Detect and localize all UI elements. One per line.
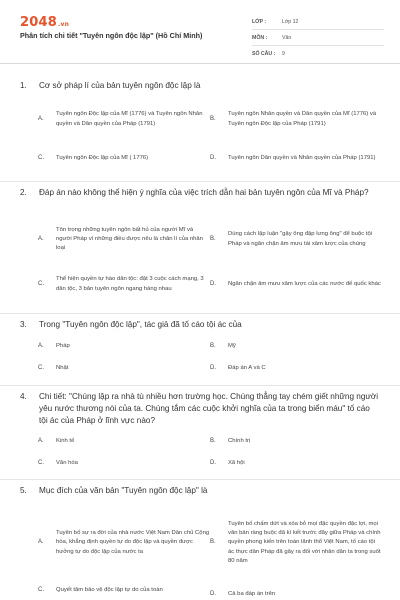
option-letter: C. xyxy=(38,587,44,593)
option-letter: B. xyxy=(210,235,216,242)
option-text: Quyết tâm bảo vệ độc lập tự do của toàn xyxy=(56,587,163,593)
question-2-title xyxy=(20,187,380,199)
option-text: Tuyên ngôn Nhân quyền và Dân quyền của Mĩ (1776) và Tuyên ngôn Độc lập của Pháp (1791) xyxy=(228,111,377,127)
option-letter: D. xyxy=(210,460,216,467)
option-letter: B. xyxy=(210,438,216,445)
question-5-option-d[interactable] xyxy=(210,590,382,600)
question-5-option-b[interactable] xyxy=(210,507,382,579)
question-3-title xyxy=(20,319,380,331)
question-1-option-c[interactable] xyxy=(38,148,210,170)
question-4-option-d[interactable] xyxy=(210,458,382,470)
option-text: Cả ba đáp án trên xyxy=(228,591,276,597)
question-4-option-a[interactable] xyxy=(38,436,210,448)
question-5-option-a[interactable] xyxy=(38,507,210,579)
question-1-option-d[interactable] xyxy=(210,148,382,170)
divider xyxy=(0,313,400,314)
option-letter: C. xyxy=(38,155,44,162)
option-letter: D. xyxy=(210,155,216,162)
meta-value: 9 xyxy=(282,51,285,57)
meta-label: LỚP : xyxy=(252,18,267,25)
option-letter: D. xyxy=(210,591,216,597)
question-5-option-c[interactable] xyxy=(38,586,210,600)
option-letter: A. xyxy=(38,438,44,445)
option-text: Tuyên ngôn Độc lập của Mĩ ( 1776) xyxy=(56,155,149,162)
question-text: Chi tiết: "Chúng lập ra nhà tù nhiều hơn trường học. Chúng thẳng tay chém giết những người yêu nước thương nòi của ta. Chúng tắm các cuộc khởi nghĩa của ta trong biển máu" tố cáo tội ác của Pháp ở lĩnh vực nào? xyxy=(39,392,379,425)
option-letter: C. xyxy=(38,280,44,287)
question-2-option-a[interactable] xyxy=(38,221,210,258)
option-text: Thể hiện quyền tự hào dân tộc: đặt 3 cuộc cách mạng, 3 dân tộc, 3 bản tuyên ngôn ngang hàng nhau xyxy=(56,276,204,292)
option-letter: A. xyxy=(38,115,44,122)
question-3-option-c[interactable] xyxy=(38,363,210,375)
option-letter: C. xyxy=(38,365,44,372)
question-text: Đáp án nào không thể hiện ý nghĩa của việc trích dẫn hai bản tuyên ngôn của Mĩ và Pháp? xyxy=(39,188,369,197)
question-5-title xyxy=(20,485,380,497)
question-2-option-b[interactable] xyxy=(210,221,382,258)
meta-value: Văn xyxy=(282,34,292,41)
meta-row-count xyxy=(252,46,384,62)
option-letter: A. xyxy=(38,235,44,242)
option-letter: B. xyxy=(210,115,216,122)
question-3-option-a[interactable] xyxy=(38,341,210,353)
logo-tld: .vn xyxy=(57,21,70,28)
question-number: 5. xyxy=(20,486,27,495)
option-text: Mỹ xyxy=(228,343,236,350)
option-text: Kinh tế xyxy=(56,438,75,445)
option-letter: D. xyxy=(210,280,216,287)
option-text: Tôn trọng những tuyên ngôn bất hủ của người Mĩ và người Pháp vì những điều được nêu là chân lí của nhân loại xyxy=(56,226,203,252)
question-3-option-d[interactable] xyxy=(210,363,382,375)
divider xyxy=(0,385,400,386)
question-text: Trong "Tuyên ngôn độc lập", tác giả đã tố cáo tội ác của xyxy=(39,320,242,329)
option-text: Tuyên ngôn Độc lập của Mĩ (1776) và Tuyên ngôn Nhân quyền và Dân quyền của Pháp (1791) xyxy=(56,111,203,127)
option-text: Tuyên bố sự ra đời của nhà nước Việt Nam Dân chủ Cộng hòa, khẳng định quyền tự do độc lập và quyền được hưởng tự do độc lập của nước ta xyxy=(56,530,210,555)
option-text: Nhật xyxy=(56,365,69,372)
meta-label: MÔN : xyxy=(252,34,268,41)
option-letter: A. xyxy=(38,539,44,546)
option-text: Xã hội xyxy=(228,460,245,467)
question-number: 2. xyxy=(20,188,27,197)
question-4-title xyxy=(20,391,380,425)
question-text: Cơ sở pháp lí của bản tuyên ngôn độc lập là xyxy=(39,81,201,90)
option-letter: A. xyxy=(38,343,44,350)
option-text: Tuyên ngôn Dân quyền và Nhân quyền của Pháp (1791) xyxy=(228,155,376,162)
option-text: Tuyên bố chấm dứt và xóa bỏ mọi đặc quyền đặc lợi, mọi văn bản ràng buộc đã kí kết trước đây giữa Pháp và chính quyền phong kiến trên toàn lãnh thổ Việt Nam, tố cáo tội ác thực dân Pháp đã gây ra đối với nhân dân ta trong suốt 80 năm xyxy=(228,520,381,564)
question-3-option-b[interactable] xyxy=(210,341,382,353)
option-text: Dùng cách lập luận "gậy ông đập lưng ông" để buộc tội Pháp và ngăn chặn âm mưu tái xâm lược của chúng xyxy=(228,231,373,247)
option-text: Chính trị xyxy=(228,438,251,445)
meta-label: SỐ CÂU : xyxy=(252,51,276,57)
question-1-title xyxy=(20,80,380,92)
question-number: 1. xyxy=(20,81,27,90)
question-2-option-d[interactable] xyxy=(210,266,382,303)
question-text: Mục đích của văn bản "Tuyên ngôn độc lập" là xyxy=(39,486,208,495)
option-text: Văn hóa xyxy=(56,460,78,467)
meta-row-subject xyxy=(252,30,384,46)
question-number: 3. xyxy=(20,320,27,329)
meta-table xyxy=(252,14,384,62)
question-number: 4. xyxy=(20,392,27,401)
option-letter: B. xyxy=(210,539,216,546)
option-text: Pháp xyxy=(56,343,70,350)
divider xyxy=(0,181,400,182)
option-text: Đáp án A và C xyxy=(228,365,266,372)
divider xyxy=(0,479,400,480)
question-1-option-a[interactable] xyxy=(38,101,210,138)
option-letter: B. xyxy=(210,343,216,350)
meta-row-class xyxy=(252,14,384,30)
option-text: Ngăn chặn âm mưu xâm lược của các nước đế quốc khác xyxy=(228,280,381,287)
page-title: Phân tích chi tiết "Tuyên ngôn độc lập" (Hồ Chí Minh) xyxy=(20,31,203,40)
question-1-option-b[interactable] xyxy=(210,101,382,138)
site-logo[interactable] xyxy=(20,15,69,30)
option-letter: D. xyxy=(210,365,216,372)
meta-value: Lớp 12 xyxy=(282,18,299,25)
page-header xyxy=(0,0,400,64)
question-2-option-c[interactable] xyxy=(38,266,210,303)
logo-text: 2048 xyxy=(20,15,57,30)
option-letter: C. xyxy=(38,460,44,467)
question-4-option-b[interactable] xyxy=(210,436,382,448)
question-4-option-c[interactable] xyxy=(38,458,210,470)
